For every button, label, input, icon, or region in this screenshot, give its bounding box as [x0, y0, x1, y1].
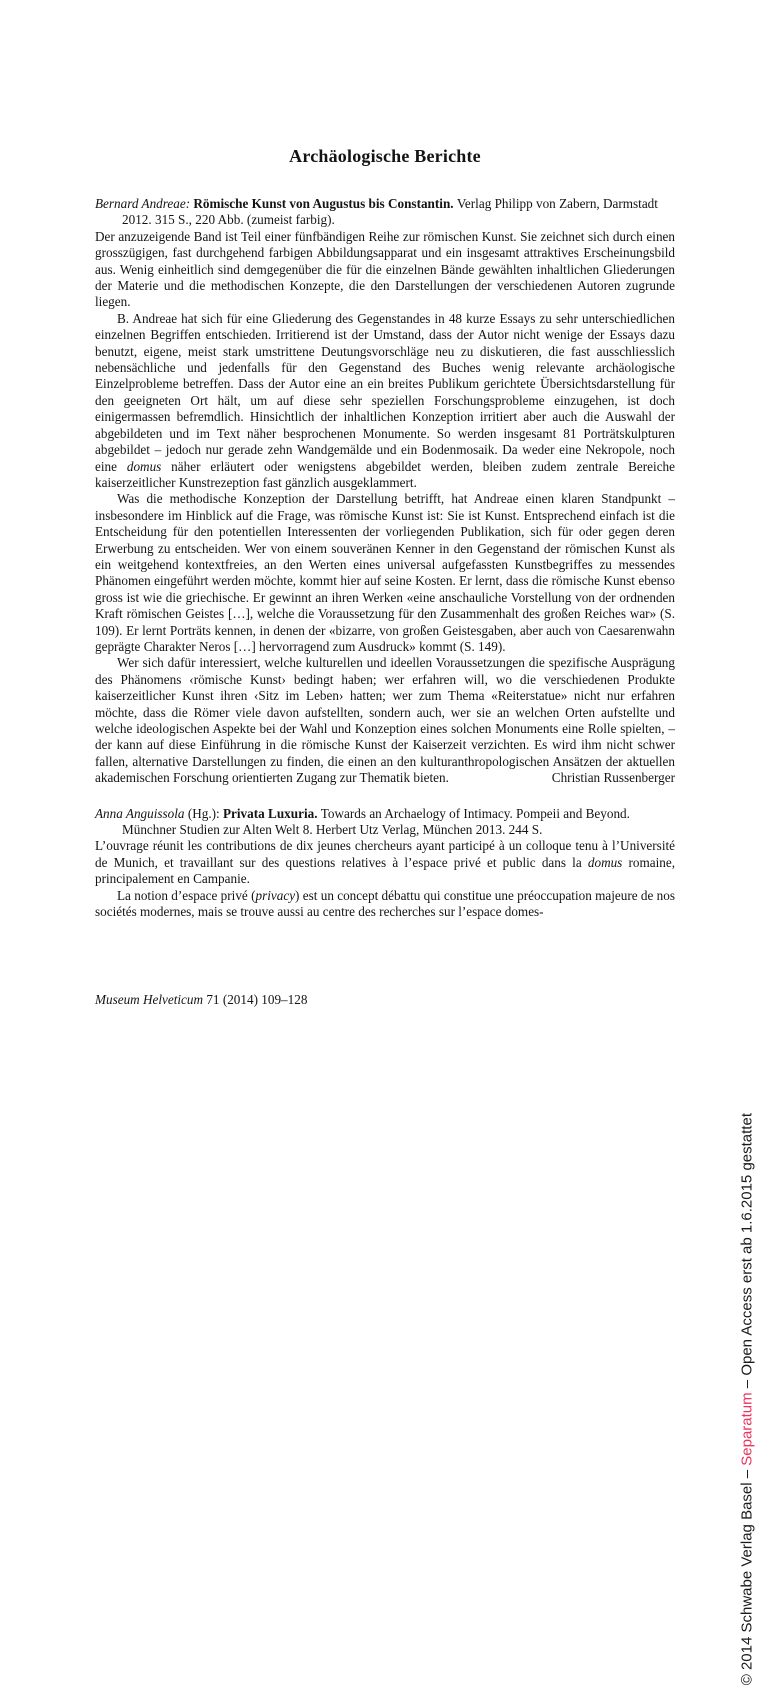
text-segment: ) est un concept débattu qui constitue une préoccupation majeure de nos sociétés modernes, mais se trouve aussi au centre des recherches sur l’espace domes-: [95, 887, 675, 920]
review-paragraph: [95, 491, 675, 655]
content-column: [95, 146, 675, 920]
text-segment: romaine, principalement en Campanie.: [95, 854, 675, 887]
review-heading: [95, 196, 675, 229]
text-segment: Wer sich dafür interessiert, welche kulturellen und ideellen Voraussetzungen die spezifische Ausprägung des Phänomens ‹römische Kunst› bedingt haben; wer erfahren will, wo die verschiedenen Produkte kaiserzeitlicher Kunst ihren ‹Sitz im Leben› hatten; wer zum Thema «Reiterstatue» nicht nur erfahren möchte, dass die Römer viele davon aufstellten, sondern auch, wer sie an welchen Orten aufstellte und welche ideologischen Aspekte bei der Wahl und Konzeption eines solchen Monuments eine Rolle spielten, – der kann auf diese Einführung in die römische Kunst der Kaiserzeit verzichten. Es wird ihm nicht schwer fallen, alternative Darstellungen zu finden, die einen an den kulturanthropologischen Ansätzen der aktuellen akademischen Forschung orientierten Zugang zur Thematik bieten.: [95, 655, 675, 786]
review-anguissola: [95, 806, 675, 921]
text-segment: Towards an Archaelogy of Intimacy. Pompeii and Beyond. Münchner Studien zur Alten Welt 8. Herbert Utz Verlag, München 2013. 244 S.: [122, 805, 630, 838]
review-heading: [95, 806, 675, 839]
reviewer-signature: Christian Russenberger: [551, 770, 675, 786]
review-body: [95, 229, 675, 787]
text-segment: Der anzuzeigende Band ist Teil einer fünfbändigen Reihe zur römischen Kunst. Sie zeichnet sich durch einen grosszügigen, fast durchgehend farbigen Abbildungsapparat und ein insgesamt attraktives Erscheinungsbild aus. Wenig einheitlich sind demgegenüber die für die einzelnen Bände gewählten inhaltlichen Gliederungen der Materie und die methodischen Konzepte, die den Darstellungen der verschiedenen Autoren zugrunde liegen.: [95, 228, 675, 310]
review-paragraph: [95, 229, 675, 311]
page-title: Archäologische Berichte: [289, 146, 481, 166]
footer-citation: [95, 992, 307, 1008]
text-segment: domus: [587, 854, 623, 870]
text-segment: B. Andreae hat sich für eine Gliederung des Gegenstandes in 48 kurze Essays zu sehr unterschiedlichen einzelnen Begriffen entschieden. Irritierend ist der Umstand, dass der Autor nicht wenige der Essays dazu benutzt, eigene, meist stark umstrittene Deutungsvorschläge neu zu diskutieren, die fast ausschliesslich nebensächliche und jedenfalls für den Gegenstand des Buches wenig relevante archäologische Einzelprobleme betreffen. Dass der Autor eine an ein breites Publikum gerichtete Übersichtsdarstellung für den geeigneten Ort hält, um auf diese sehr speziellen Forschungsprobleme einzugehen, ist doch einigermassen befremdlich. Hinsichtlich der inhaltlichen Konzeption irritiert aber auch die Auswahl der abgebildeten und im Text näher besprochenen Monumente. So werden insgesamt 81 Porträtskulpturen abgebildet – jedoch nur gerade zehn Wandgemälde und ein Bodenmosaik. Da weder eine Nekropole, noch eine: [95, 310, 675, 474]
text-segment: Römische Kunst von Augustus bis Constantin.: [193, 196, 457, 211]
review-paragraph: [95, 838, 675, 887]
footer-journal-title: Museum Helveticum: [95, 992, 204, 1007]
review-paragraph: [95, 311, 675, 491]
text-segment: (Hg.):: [187, 805, 223, 821]
text-segment: La notion d’espace privé (: [117, 887, 256, 903]
text-segment: näher erläutert oder wenigstens abgebildet werden, bleiben zudem zentrale Bereiche kaiserzeitlicher Kunstrezeption fast gänzlich ausgeklammert.: [95, 458, 675, 490]
text-segment: privacy: [255, 887, 296, 903]
spine-copyright: © 2014 Schwabe Verlag Basel –: [738, 1465, 755, 1685]
text-segment: Privata Luxuria.: [222, 805, 321, 821]
review-paragraph: [95, 655, 675, 786]
text-segment: Anna Anguissola: [95, 805, 188, 821]
text-segment: Was die methodische Konzeption der Darstellung betrifft, hat Andreae einen klaren Standpunkt – insbesondere im Hinblick auf die Frage, was römische Kunst ist: Sie ist Kunst. Entsprechend einfach ist die Entscheidung für den potentiellen Interessenten der vorliegenden Publikation, sich für oder gegen deren Erwerbung zu entscheiden. Wer von einem souveränen Kenner in den Gegenstand der römischen Kunst als ein weitgehend kontextfreies, an den Werten eines universal aufgefassten Kunstbegriffes zu messendes Phänomen eingeführt werden möchte, kommt hier auf seine Kosten. Er lernt, dass die römische Kunst ebenso gross ist wie die griechische. Er gewinnt an ihren Werken «eine anschauliche Vorstellung von der ordnenden Kraft römischen Geistes […], welche die Voraussetzung für den Zusammenhalt des großen Reiches war» (S. 109). Er lernt Porträts kennen, in denen der «bizarre, von großen Geistesgaben, aber auch von Caesarenwahn geprägte Charakter Neros […] hervorragend zum Ausdruck» kommt (S. 149).: [95, 491, 675, 654]
review-paragraph: [95, 888, 675, 921]
text-segment: domus: [126, 458, 162, 474]
footer-volume-pages: 71 (2014) 109–128: [203, 992, 308, 1007]
spine-open-access: – Open Access erst ab 1.6.2015 gestattet: [738, 1113, 755, 1393]
text-segment: Verlag Philipp von Zabern, Darmstadt 2012. 315 S., 220 Abb. (zumeist farbig).: [122, 196, 658, 228]
text-segment: Bernard Andreae:: [95, 196, 194, 211]
spine-separatum: Separatum: [738, 1392, 755, 1466]
text-segment: L’ouvrage réunit les contributions de dix jeunes chercheurs ayant participé à un colloque tenu à l’Université de Munich, et travaillant sur des questions relatives à l’espace privé et public dans la: [95, 838, 675, 870]
spine-text: [738, 1113, 756, 1685]
review-andreae: [95, 196, 675, 787]
review-body: [95, 838, 675, 920]
